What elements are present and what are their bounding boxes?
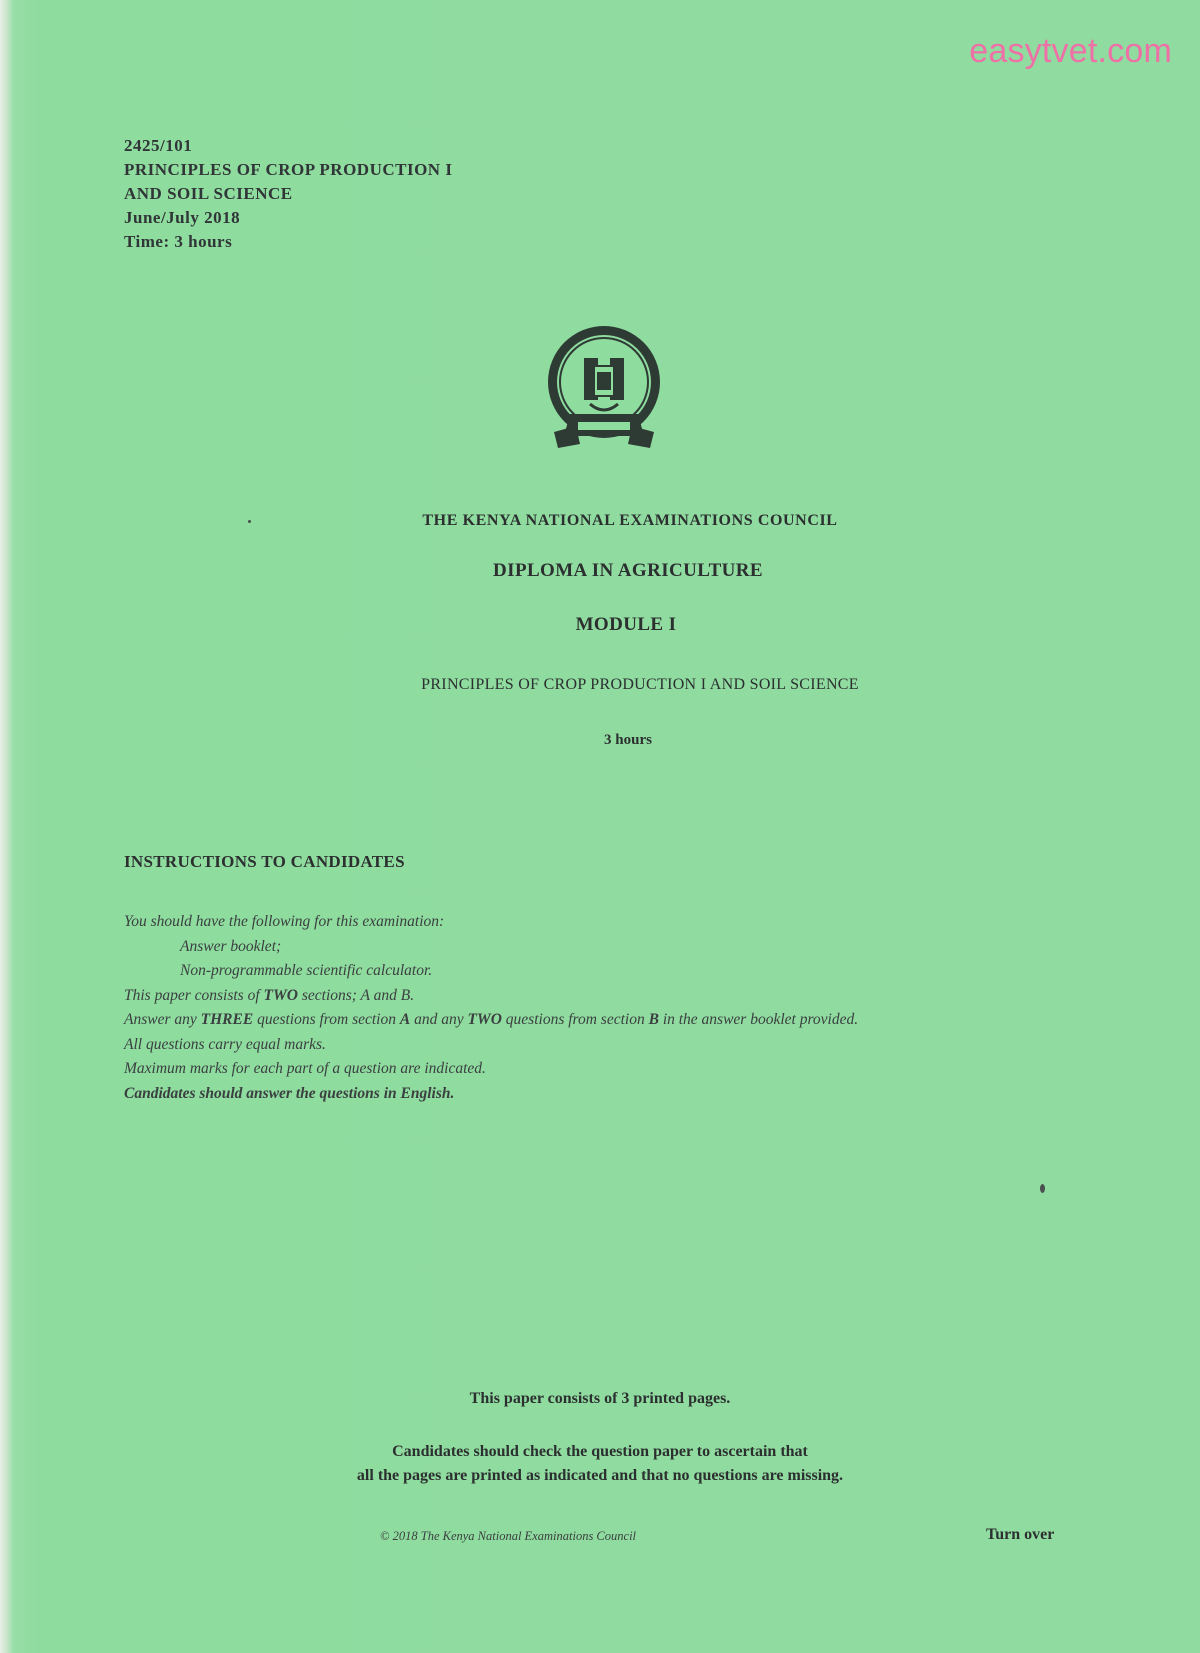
instruction-answer: Answer any THREE questions from section A and any TWO questions from section B in the answer booklet provided.	[124, 1011, 859, 1028]
instruction-sections: This paper consists of TWO sections; A and B.	[124, 986, 415, 1004]
instruction-intro: You should have the following for this examination:	[124, 913, 445, 930]
instruction-english: Candidates should answer the questions in English.	[124, 1084, 455, 1102]
paper-code: 2425/101	[124, 136, 193, 155]
check-pages-line-1: Candidates should check the question paper to ascertain that	[392, 1443, 808, 1460]
instructions-body	[124, 910, 1084, 1106]
instruction-maximum-marks: Maximum marks for each part of a question are indicated.	[124, 1060, 486, 1077]
printed-pages-note: This paper consists of 3 printed pages.	[469, 1390, 731, 1407]
check-pages-line-2: all the pages are printed as indicated and that no questions are missing.	[356, 1467, 844, 1484]
exam-duration: 3 hours	[604, 732, 652, 748]
exam-time: Time: 3 hours	[124, 232, 233, 251]
paper-title-line-2: AND SOIL SCIENCE	[124, 184, 293, 203]
print-speck	[1040, 1184, 1045, 1193]
module-title: MODULE I	[575, 614, 677, 635]
check-pages-note	[0, 1440, 1200, 1488]
council-name: THE KENYA NATIONAL EXAMINATIONS COUNCIL	[422, 512, 838, 529]
print-speck	[248, 520, 251, 523]
watermark-text: easytvet.com	[969, 32, 1172, 70]
turn-over-label: Turn over	[986, 1526, 1055, 1543]
instruction-equal-marks: All questions carry equal marks.	[124, 1035, 326, 1053]
exam-session: June/July 2018	[124, 208, 241, 227]
paper-title-line-1: PRINCIPLES OF CROP PRODUCTION I	[124, 160, 453, 179]
copyright-notice: © 2018 The Kenya National Examinations Council	[380, 1529, 637, 1543]
diploma-title: DIPLOMA IN AGRICULTURE	[493, 560, 763, 581]
subject-title: PRINCIPLES OF CROP PRODUCTION I AND SOIL SCIENCE	[421, 676, 859, 693]
instruction-item: Non-programmable scientific calculator.	[180, 962, 433, 979]
instructions-heading: INSTRUCTIONS TO CANDIDATES	[124, 852, 405, 871]
paper-header	[124, 134, 452, 254]
instruction-item: Answer booklet;	[180, 937, 282, 955]
kenya-coat-of-arms-seal-icon	[540, 322, 668, 462]
